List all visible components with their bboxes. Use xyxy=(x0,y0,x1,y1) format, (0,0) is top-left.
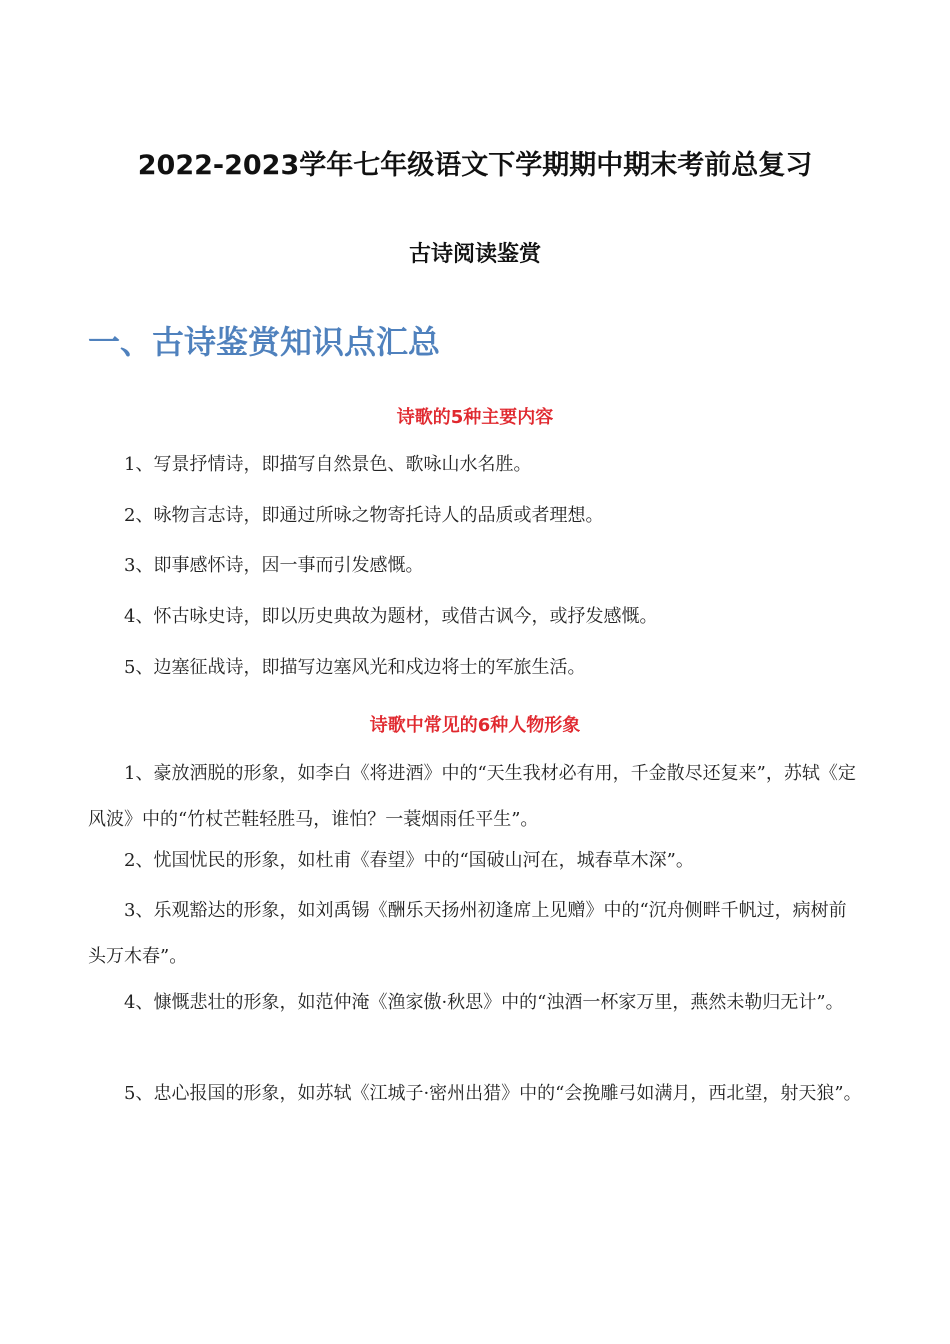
character-image-item: 4、慷慨悲壮的形象，如范仲淹《渔家傲·秋思》中的“浊酒一杯家万里，燕然未勒归无计”。 xyxy=(124,992,844,1013)
character-image-item: 1、豪放洒脱的形象，如李白《将进酒》中的“天生我材必有用，千金散尽还复来”，苏轼《定风波》中的“竹杖芒鞋轻胜马，谁怕？一蓑烟雨任平生”。 xyxy=(88,763,856,830)
character-image-item: 2、忧国忧民的形象，如杜甫《春望》中的“国破山河在，城春草木深”。 xyxy=(124,850,694,871)
content-type-item: 5、边塞征战诗，即描写边塞风光和戍边将士的军旅生活。 xyxy=(124,657,586,678)
content-type-item: 3、即事感怀诗，因一事而引发感慨。 xyxy=(124,555,424,576)
character-images-heading: 诗歌中常见的6种人物形象 xyxy=(369,715,581,736)
character-image-item: 5、忠心报国的形象，如苏轼《江城子·密州出猎》中的“会挽雕弓如满月，西北望，射天狼”。 xyxy=(124,1083,862,1104)
content-type-item: 2、咏物言志诗，即通过所咏之物寄托诗人的品质或者理想。 xyxy=(124,505,604,526)
content-type-item: 1、写景抒情诗，即描写自然景色、歌咏山水名胜。 xyxy=(124,454,532,475)
content-types-heading: 诗歌的5种主要内容 xyxy=(396,407,554,428)
sub-title: 古诗阅读鉴赏 xyxy=(408,242,541,267)
section-heading: 一、古诗鉴赏知识点汇总 xyxy=(88,323,441,361)
character-image-item: 3、乐观豁达的形象，如刘禹锡《酬乐天扬州初逢席上见赠》中的“沉舟侧畔千帆过，病树前头万木春”。 xyxy=(88,900,847,967)
main-title: 2022-2023学年七年级语文下学期期中期末考前总复习 xyxy=(137,150,813,181)
content-type-item: 4、怀古咏史诗，即以历史典故为题材，或借古讽今，或抒发感慨。 xyxy=(124,606,658,627)
